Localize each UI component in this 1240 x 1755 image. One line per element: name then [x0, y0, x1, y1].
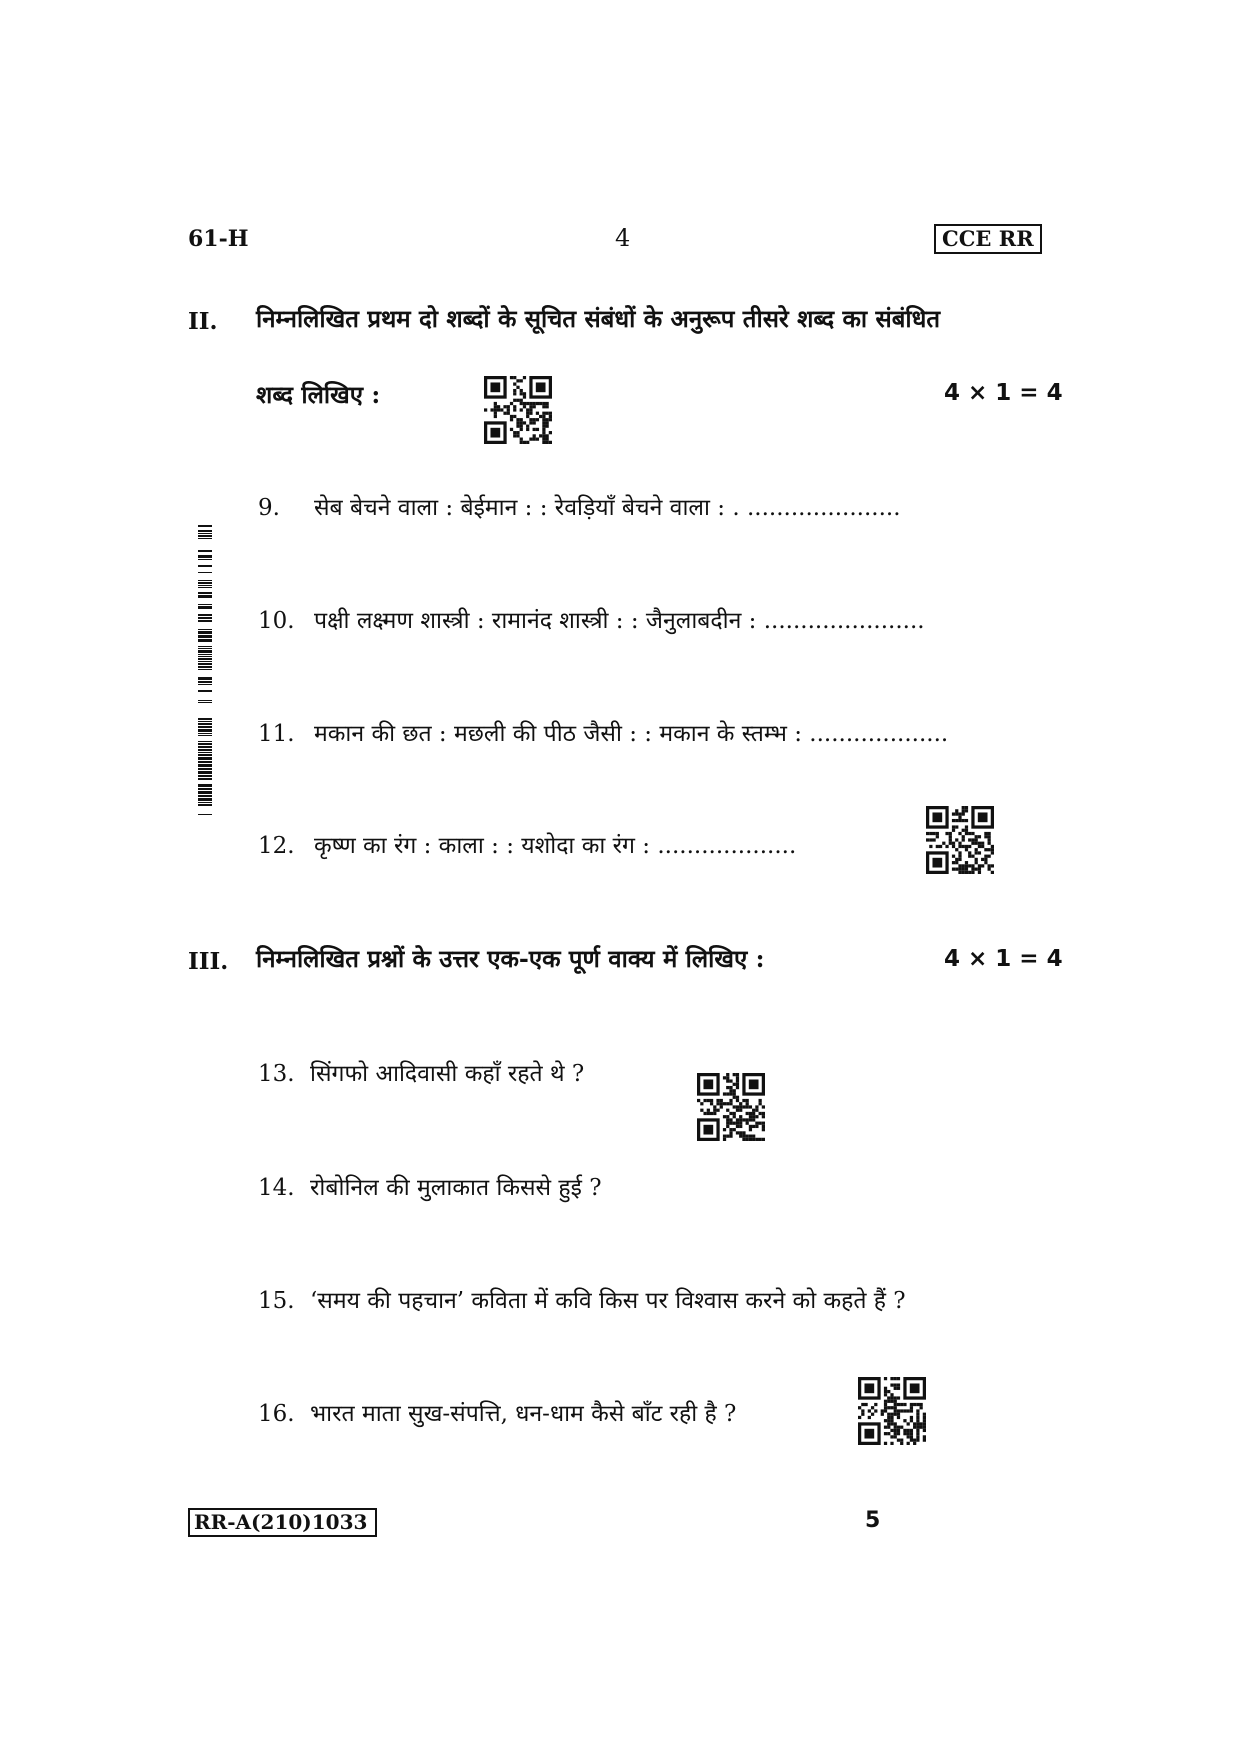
section-2-instruction-line1: निम्नलिखित प्रथम दो शब्दों के सूचित संबंधों के अनुरूप तीसरे शब्द का संबंधित: [256, 304, 941, 333]
question-12: [258, 828, 796, 860]
question-text: रोबोनिल की मुलाकात किससे हुई ?: [310, 1175, 602, 1201]
question-14: [258, 1170, 602, 1202]
question-number: 12.: [258, 833, 295, 859]
barcode-icon: [198, 525, 212, 815]
qr-code-icon: [697, 1073, 765, 1141]
question-11: [258, 716, 948, 748]
qr-code-icon: [926, 806, 994, 874]
footer-page-number: 5: [865, 1508, 881, 1533]
qr-code-icon: [858, 1377, 926, 1445]
question-15: [258, 1283, 906, 1315]
section-2-instruction-line2: शब्द लिखिए :: [256, 380, 381, 409]
question-text: सिंगफो आदिवासी कहाँ रहते थे ?: [310, 1061, 585, 1087]
question-10: [258, 603, 925, 635]
question-16: [258, 1396, 736, 1428]
question-text: सेब बेचने वाला : बेईमान : : रेवड़ियाँ बेचने वाला : . .....................: [314, 495, 901, 521]
question-text: मकान की छत : मछली की पीठ जैसी : : मकान के स्तम्भ : ...................: [314, 721, 949, 747]
question-text: भारत माता सुख-संपत्ति, धन-धाम कैसे बाँट रही है ?: [310, 1401, 737, 1427]
exam-tag: CCE RR: [934, 224, 1042, 254]
question-9: [258, 490, 901, 522]
section-3-marks: 4 × 1 = 4: [944, 946, 1063, 972]
question-text: ‘समय की पहचान’ कविता में कवि किस पर विश्वास करने को कहते हैं ?: [310, 1288, 906, 1314]
question-number: 15.: [258, 1288, 295, 1314]
paper-code: 61-H: [188, 226, 249, 252]
question-text: पक्षी लक्ष्मण शास्त्री : रामानंद शास्त्री : : जैनुलाबदीन : ......................: [314, 608, 925, 634]
question-number: 10.: [258, 608, 295, 634]
question-text: कृष्ण का रंग : काला : : यशोदा का रंग : ...................: [314, 833, 797, 859]
section-3-label: III.: [188, 948, 229, 975]
qr-code-icon: [484, 376, 552, 444]
question-number: 16.: [258, 1401, 295, 1427]
question-number: 14.: [258, 1175, 295, 1201]
question-number: 13.: [258, 1061, 295, 1087]
page-number: 4: [615, 224, 631, 252]
question-13: [258, 1056, 584, 1088]
section-2-label: II.: [188, 308, 218, 335]
question-number: 9.: [258, 495, 280, 521]
footer-code: RR-A(210)1033: [188, 1508, 377, 1537]
question-number: 11.: [258, 721, 295, 747]
section-2-marks: 4 × 1 = 4: [944, 380, 1063, 406]
section-3-instruction: निम्नलिखित प्रश्नों के उत्तर एक-एक पूर्ण वाक्य में लिखिए :: [256, 944, 765, 973]
